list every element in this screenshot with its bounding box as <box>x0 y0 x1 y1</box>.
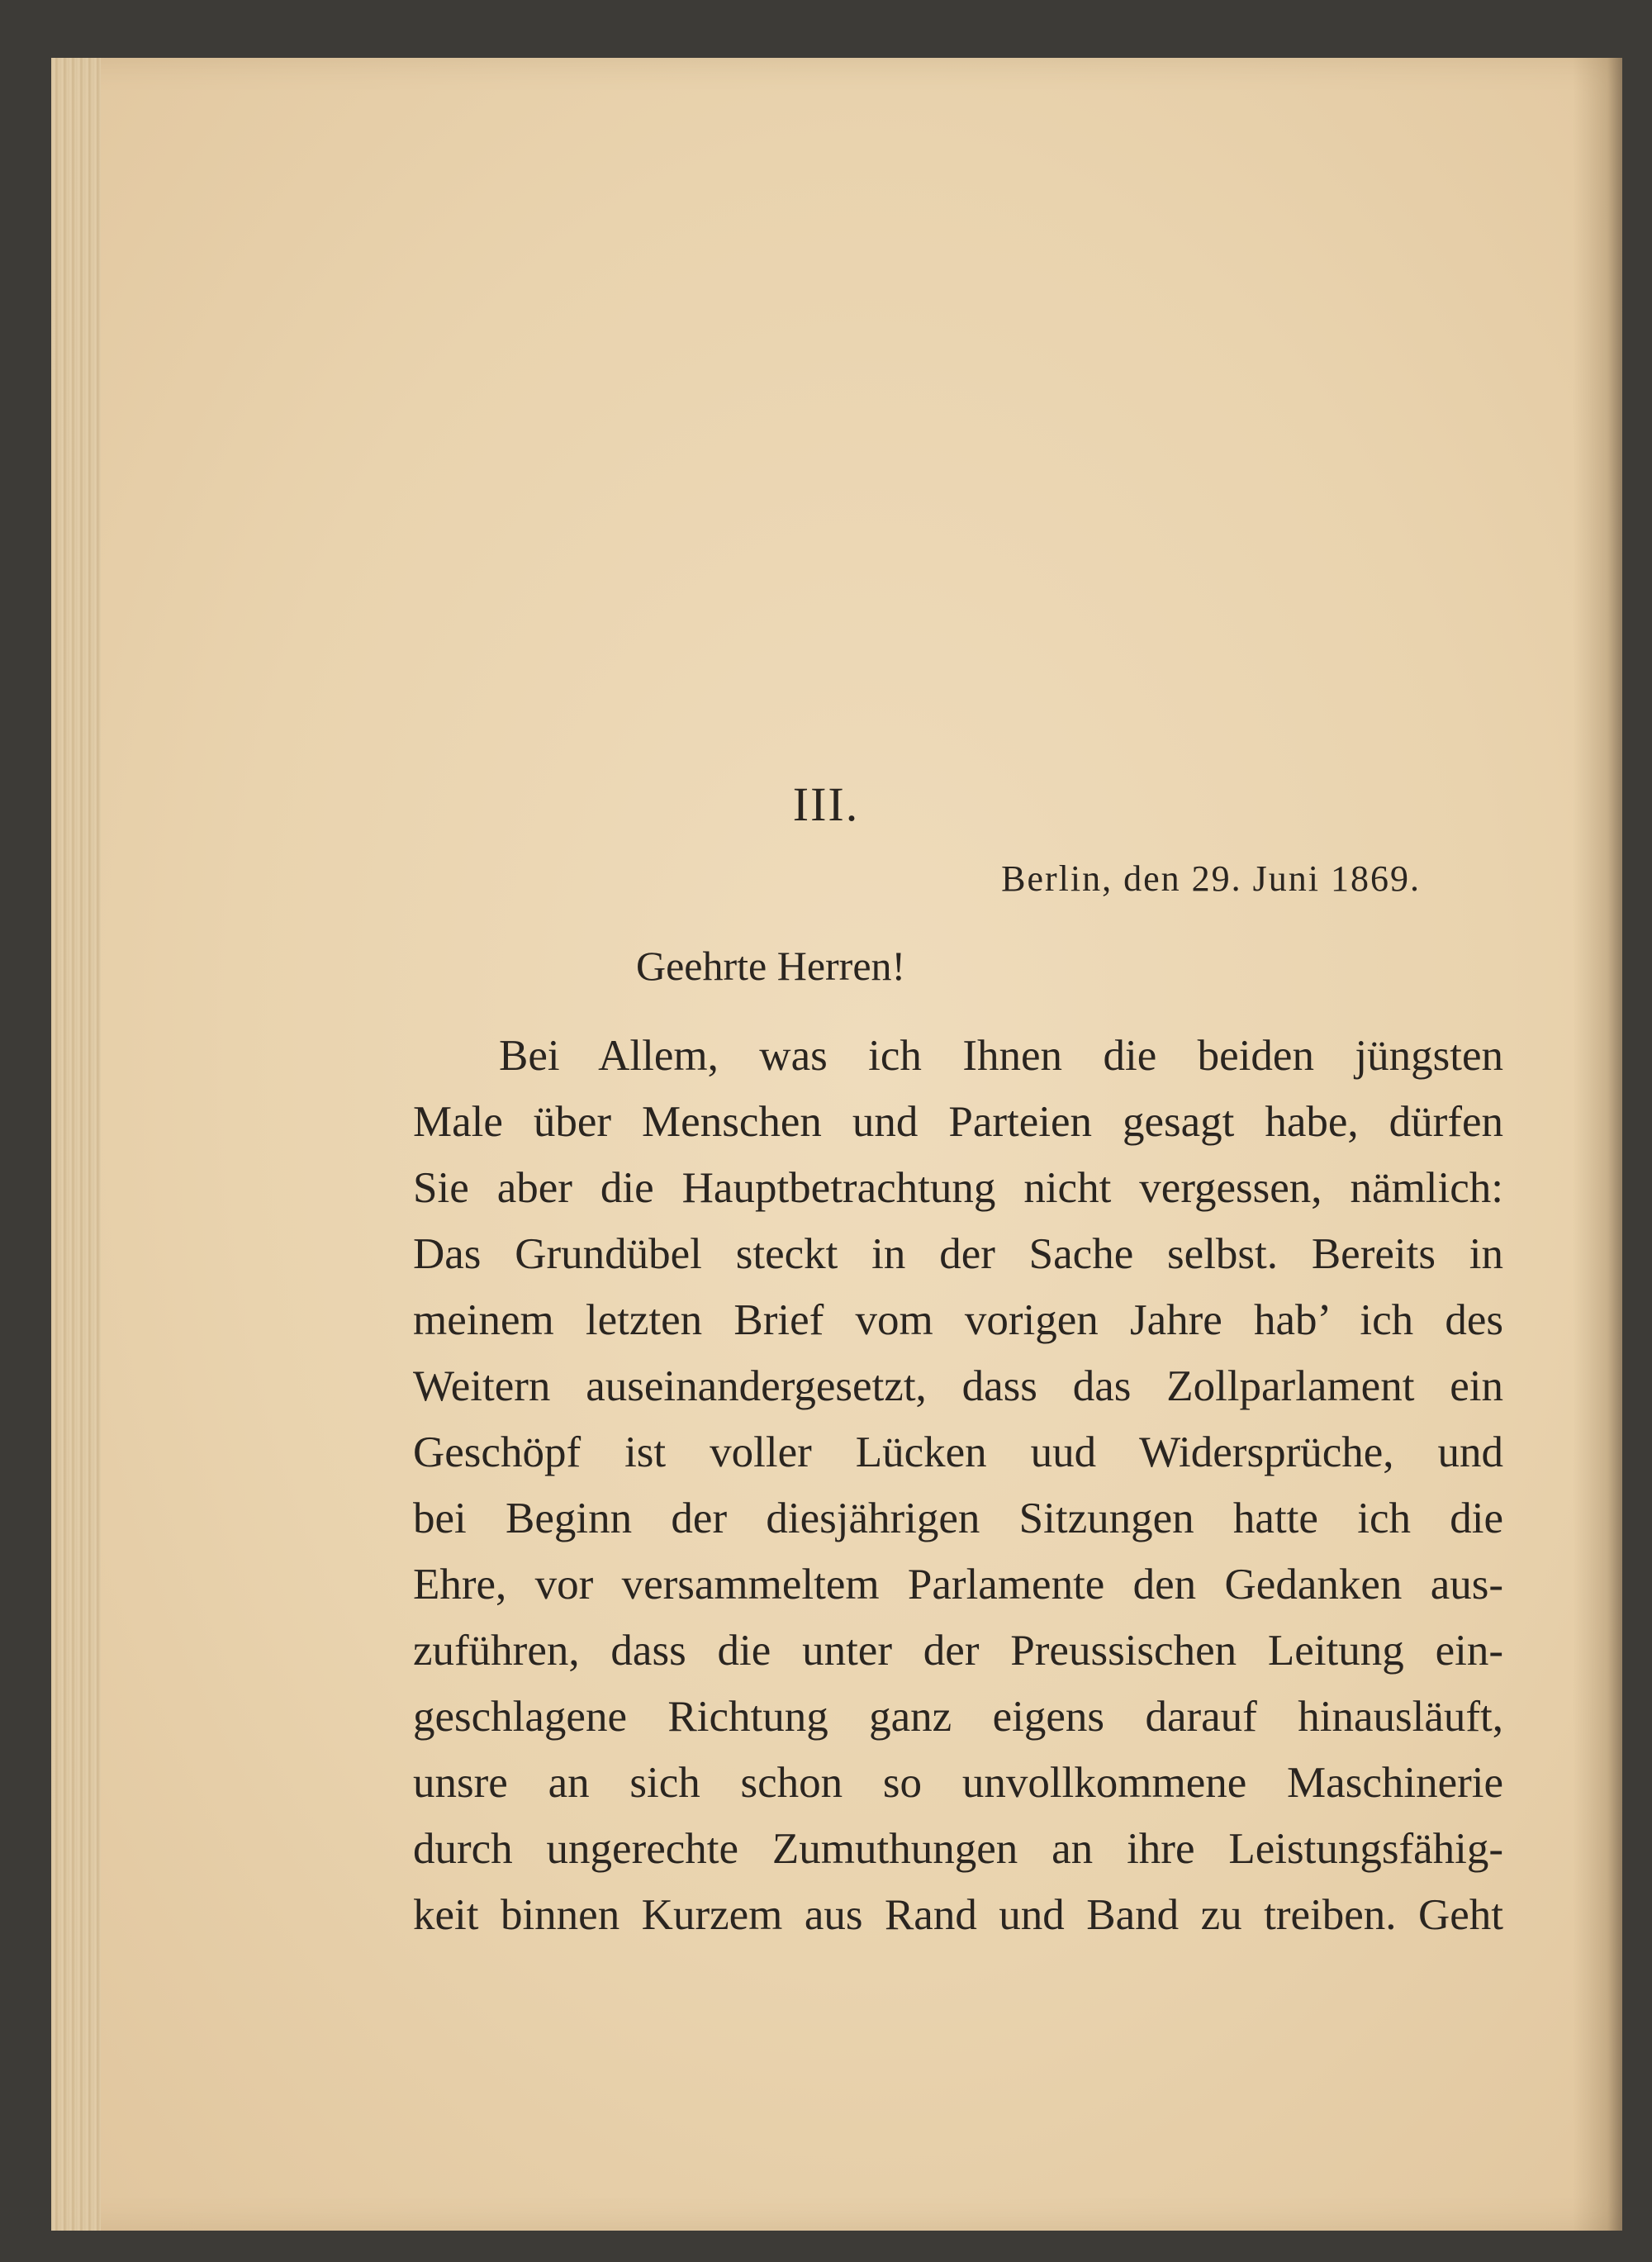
body-line: Weitern auseinandergesetzt, dass das Zollparlament ein <box>413 1362 1503 1410</box>
dateline: Berlin, den 29. Juni 1869. <box>1001 858 1421 899</box>
body-paragraph <box>413 1023 1503 1948</box>
body-line: Geschöpf ist voller Lücken uud Widersprüche, und <box>413 1428 1503 1476</box>
binding-shadow <box>1573 58 1622 2231</box>
body-line: durch ungerechte Zumuthungen an ihre Leistungsfähig- <box>413 1825 1503 1873</box>
body-line: Sie aber die Hauptbetrachtung nicht vergessen, nämlich: <box>413 1164 1503 1212</box>
body-line: Ehre, vor versammeltem Parlamente den Gedanken aus- <box>413 1561 1503 1609</box>
body-line: zuführen, dass die unter der Preussischen Leitung ein- <box>413 1627 1503 1675</box>
body-line: unsre an sich schon so unvollkommene Maschinerie <box>413 1759 1503 1807</box>
body-line: Male über Menschen und Parteien gesagt habe, dürfen <box>413 1098 1503 1146</box>
body-line: Das Grundübel steckt in der Sache selbst. Bereits in <box>413 1230 1503 1278</box>
stacked-page-edges <box>51 58 101 2231</box>
body-line: Bei Allem, was ich Ihnen die beiden jüngsten <box>499 1032 1503 1080</box>
salutation: Geehrte Herren! <box>636 943 906 989</box>
chapter-number: III. <box>792 777 860 831</box>
body-line: keit binnen Kurzem aus Rand und Band zu treiben. Geht <box>413 1891 1503 1939</box>
body-line: meinem letzten Brief vom vorigen Jahre hab’ ich des <box>413 1296 1503 1344</box>
body-line: geschlagene Richtung ganz eigens darauf hinausläuft, <box>413 1693 1503 1741</box>
body-line: bei Beginn der diesjährigen Sitzungen hatte ich die <box>413 1495 1503 1542</box>
